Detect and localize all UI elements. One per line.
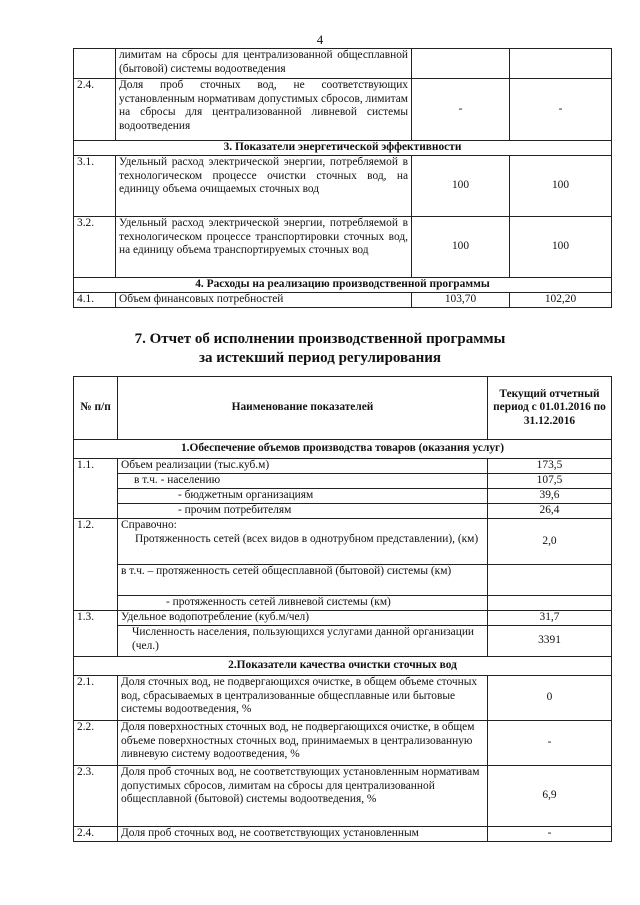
section-row [74,657,612,676]
indicator-text: Численность населения, пользующихся услугами данной организации (чел.) [118,626,488,657]
header-row [74,377,612,440]
table-row [74,565,612,596]
table-row [74,676,612,721]
indicator-text: в т.ч. – протяженность сетей общесплавной (бытовой) системы (км) [118,565,488,596]
section-row [74,440,612,459]
table-row [74,489,612,504]
report-table [73,376,612,842]
row-number: 4.1. [74,293,116,308]
value-plan [412,49,510,79]
value [488,565,612,596]
table-row [74,504,612,519]
value: - [488,721,612,766]
section-row [74,141,612,156]
indicator-text: лимитам на сбросы для централизованной общесплавной (бытовой) системы водоотведения [116,49,412,79]
row-number: 1.3. [74,611,118,657]
indicator-text: Доля сточных вод, не подвергающихся очистке, в общем объеме сточных вод, сбрасываемых в централизованные общесплавные или бытовые системы водоотведения, % [118,676,488,721]
value: 26,4 [488,504,612,519]
value: 39,6 [488,489,612,504]
header-name: Наименование показателей [118,377,488,440]
table-row [74,156,612,217]
row-number [74,49,116,79]
header-num: № п/п [74,377,118,440]
reference-label: Справочно: [121,519,177,531]
value-plan: - [412,79,510,141]
table-row [74,217,612,278]
row-number: 2.4. [74,79,116,141]
indicator-text: - протяженность сетей ливневой системы (км) [118,596,488,611]
indicator-text: Объем финансовых потребностей [116,293,412,308]
indicator-text: Доля поверхностных сточных вод, не подвергающихся очистке, в общем объеме поверхностных сточных вод, принимаемых в централизованную ливневую систему водоотведения, % [118,721,488,766]
indicator-text: - прочим потребителям [118,504,488,519]
header-period: Текущий отчетный период с 01.01.2016 по 31.12.2016 [488,377,612,440]
table-row [74,626,612,657]
table-row [74,293,612,308]
row-number: 1.1. [74,459,118,519]
table-row [74,49,612,79]
indicator-text: Доля проб сточных вод, не соответствующих установленным нормативам допустимых сбросов, лимитам на сбросы для централизованной общесплавной (бытовой) системы водоотведения, % [118,766,488,827]
indicator-text: Удельный расход электрической энергии, потребляемой в технологическом процессе очистки сточных вод, на единицу объема очищаемых сточных вод [116,156,412,217]
value-plan: 100 [412,217,510,278]
indicator-text: в т.ч. - населению [118,474,488,489]
value: - [488,827,612,842]
value-plan: 100 [412,156,510,217]
row-number: 2.3. [74,766,118,827]
table-row [74,721,612,766]
value: 3391 [488,626,612,657]
indicator-text: Доля проб сточных вод, не соответствующих установленным [118,827,488,842]
table-row [74,766,612,827]
indicator-text: Доля проб сточных вод, не соответствующих установленным нормативам допустимых сбросов, лимитам на сбросы для централизованной ливневой системы водоотведения [116,79,412,141]
page-number: 4 [316,32,324,47]
value-fact: 100 [510,217,612,278]
row-number: 1.2. [74,519,118,611]
top-table [73,48,612,308]
row-number: 2.2. [74,721,118,766]
table-row [74,596,612,611]
row-number: 3.2. [74,217,116,278]
indicator-text: Объем реализации (тыс.куб.м) [118,459,488,474]
report-heading-line-2: за истекший период регулирования [198,350,442,366]
value: 0 [488,676,612,721]
table-row [74,474,612,489]
row-number: 2.1. [74,676,118,721]
value: 31,7 [488,611,612,626]
value: 173,5 [488,459,612,474]
indicator-text: Удельное водопотребление (куб.м/чел) [118,611,488,626]
table-row [74,79,612,141]
section-row [74,278,612,293]
value-plan: 103,70 [412,293,510,308]
indicator-text: Удельный расход электрической энергии, потребляемой в технологическом процессе транспортировки сточных вод, на единицу объема транспортируемых сточных вод [116,217,412,278]
section-title: 2.Показатели качества очистки сточных вод [74,657,612,676]
value [488,596,612,611]
value: 6,9 [488,766,612,827]
section-title: 3. Показатели энергетической эффективности [74,141,612,156]
table-row [74,519,612,565]
row-number: 3.1. [74,156,116,217]
indicator-text [118,519,488,565]
table-row [74,459,612,474]
value: 2,0 [488,519,612,565]
value-fact: 102,20 [510,293,612,308]
indicator-text: - бюджетным организациям [118,489,488,504]
value-fact: 100 [510,156,612,217]
table-row [74,611,612,626]
section-title: 4. Расходы на реализацию производственной программы [74,278,612,293]
report-heading-line-1: 7. Отчет об исполнении производственной программы [134,331,506,347]
section-title: 1.Обеспечение объемов производства товаров (оказания услуг) [74,440,612,459]
value-fact [510,49,612,79]
value: 107,5 [488,474,612,489]
row-number: 2.4. [74,827,118,842]
table-row [74,827,612,842]
reference-text: Протяженность сетей (всех видов в однотрубном представлении), (км) [135,532,479,545]
value-fact: - [510,79,612,141]
